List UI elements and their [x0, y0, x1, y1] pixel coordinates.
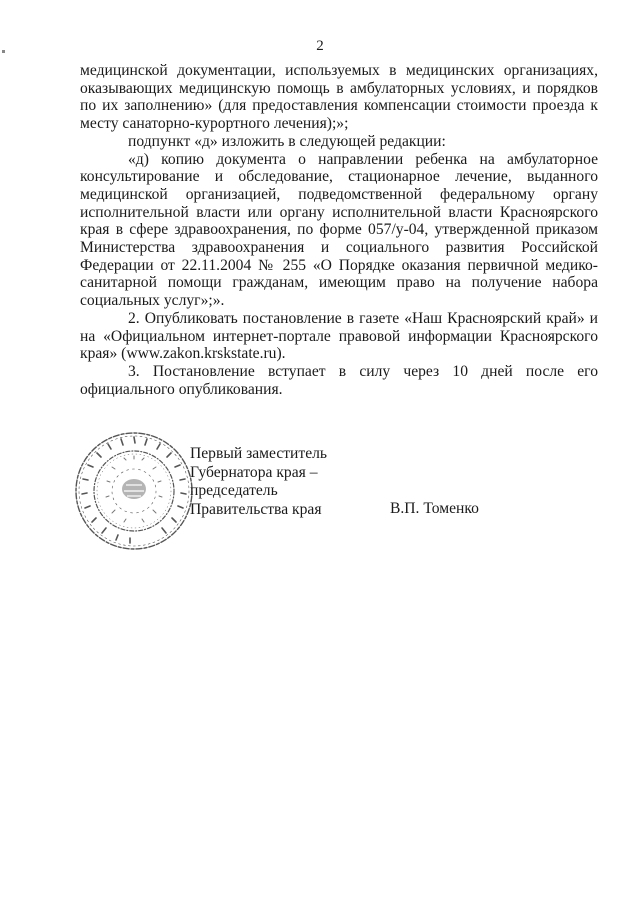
paragraph-continuation: медицинской документации, используемых в медицинских организациях, оказывающих медицинскую помощь в амбулаторных условиях, и порядков по их заполнению» (для предоставления компенсации стоимости проезда к месту санаторно-курортного лечения);»; — [80, 62, 598, 133]
document-body — [80, 62, 598, 398]
signature-block — [72, 445, 612, 555]
signer-title-line: председатель — [190, 482, 278, 499]
signer-title-line: Первый заместитель — [190, 445, 328, 462]
paragraph-subpoint-intro: подпункт «д» изложить в следующей редакции: — [128, 132, 446, 150]
page-number: 2 — [316, 38, 324, 54]
signer-title-line: Правительства края — [190, 500, 322, 518]
paragraph-item-2: 2. Опубликовать постановление в газете «Наш Красноярский край» и на «Официальном интернет-портале правовой информации Красноярского края» (www.zakon.krskstate.ru). — [80, 309, 598, 363]
paragraph-item-3: 3. Постановление вступает в силу через 10 дней после его официального опубликования. — [80, 362, 598, 398]
signer-title-line: Губернатора края – — [190, 463, 318, 481]
official-seal-stamp — [72, 429, 196, 553]
signer-name: В.П. Томенко — [390, 500, 479, 517]
signer-title — [190, 445, 327, 519]
paragraph-subpoint-d: «д) копию документа о направлении ребенка на амбулаторное консультирование и обследование, стационарное лечение, выданного медицинской организацией, подведомственной федеральному органу исполнительной власти или органу исполнительной власти Красноярского края в сфере здравоохранения, по форме 057/у-04, утвержденной приказом Министерства здравоохранения и социального развития Российской Федерации от 22.11.2004 № 255 «О Порядке оказания первичной медико-санитарной помощи гражданам, имеющим право на получение набора социальных услуг»;». — [80, 150, 598, 310]
